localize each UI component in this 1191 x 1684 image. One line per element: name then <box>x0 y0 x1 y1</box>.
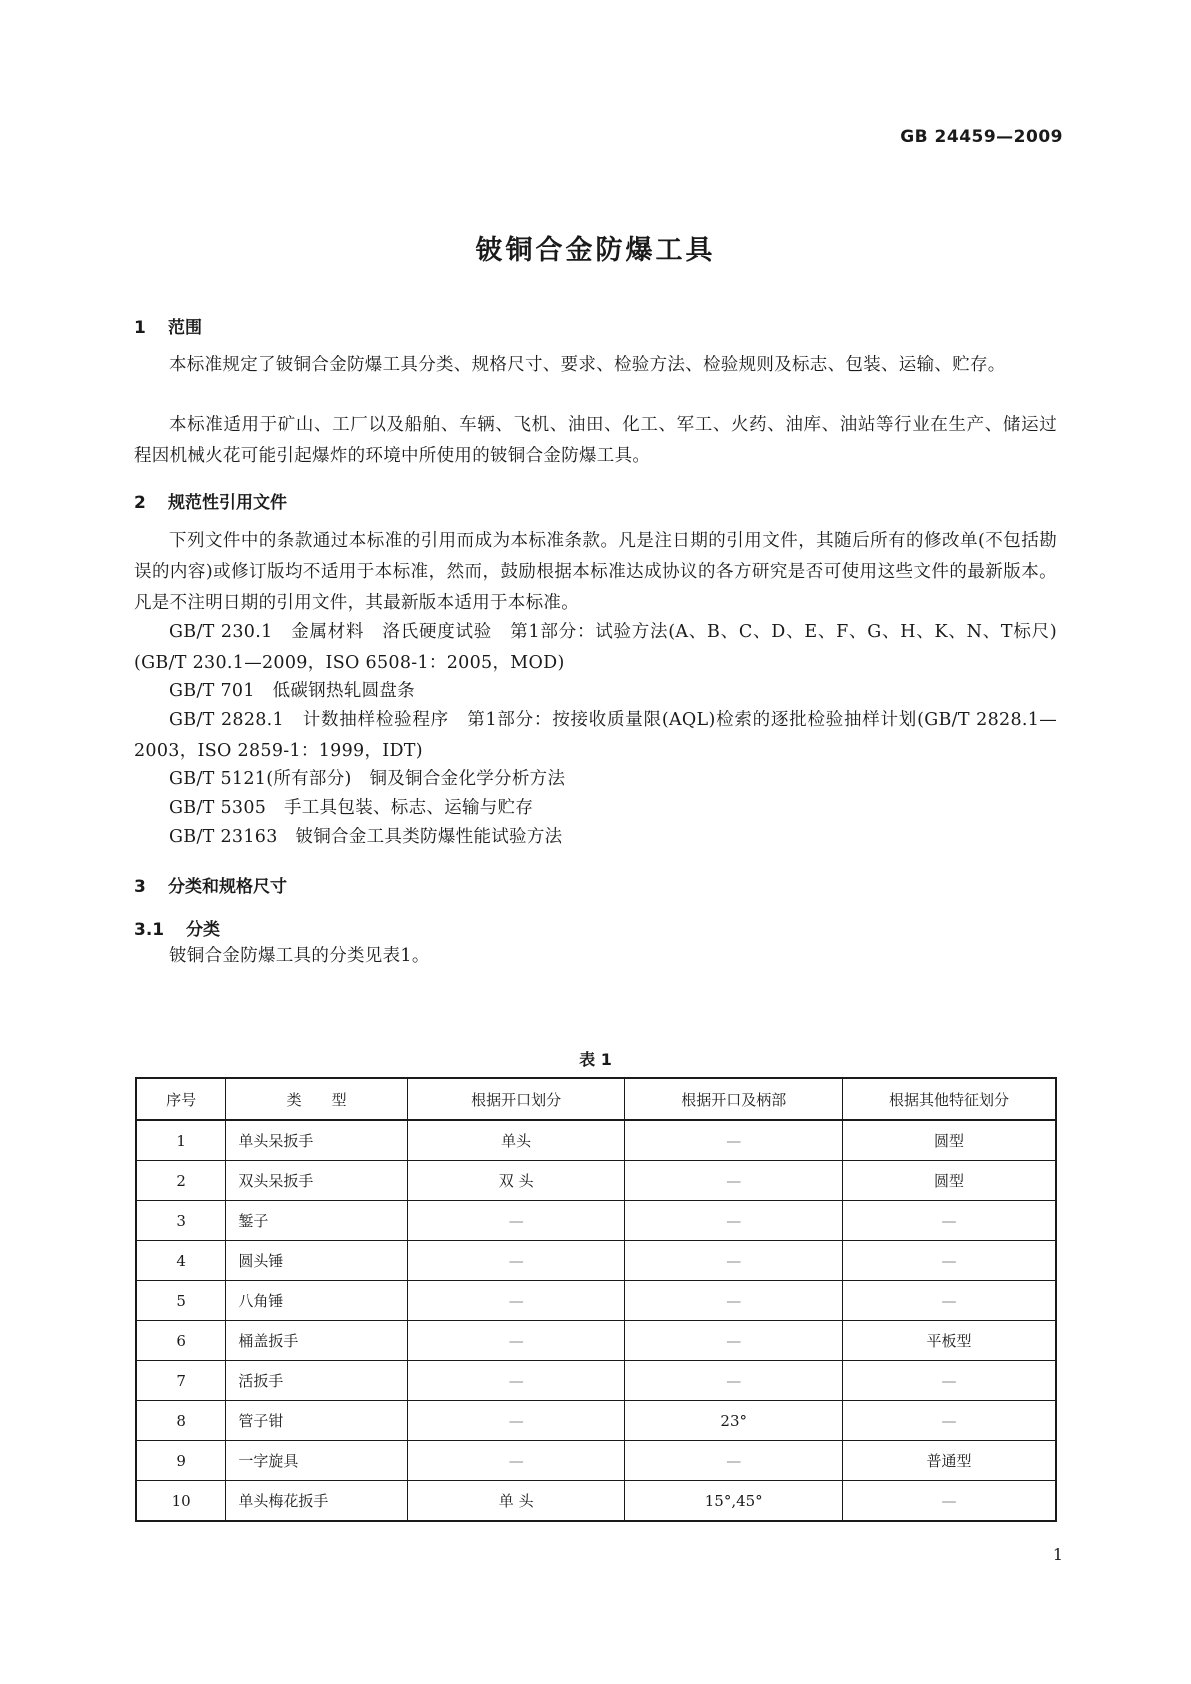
by-opening-cell: — <box>407 1401 624 1441</box>
row-number-cell: 5 <box>136 1281 226 1321</box>
row-number-cell: 10 <box>136 1481 226 1522</box>
by-opening-cell: — <box>407 1441 624 1481</box>
section-3-1-title: 分类 <box>186 920 220 940</box>
table-row <box>136 1120 1056 1161</box>
reference-item: GB/T 230.1 金属材料 洛氏硬度试验 第1部分：试验方法(A、B、C、D、E、F、G、H、K、N、T标尺)(GB/T 230.1—2009，ISO 6508-1：2005，MOD) <box>134 622 1057 673</box>
by-opening-and-handle-cell: — <box>625 1361 843 1401</box>
by-opening-cell: 单头 <box>407 1120 624 1161</box>
by-opening-and-handle-cell: — <box>625 1441 843 1481</box>
row-number-cell: 4 <box>136 1241 226 1281</box>
by-opening-and-handle-cell: 15°,45° <box>625 1481 843 1522</box>
by-other-features-cell: — <box>843 1481 1057 1522</box>
section-2-heading <box>134 488 287 513</box>
header-cell-number: 序号 <box>136 1078 226 1120</box>
classification-table <box>135 1077 1057 1522</box>
table-row <box>136 1241 1056 1281</box>
by-other-features-cell: — <box>843 1201 1057 1241</box>
section-3-number: 3 <box>134 877 146 897</box>
row-number-cell: 9 <box>136 1441 226 1481</box>
section-2-number: 2 <box>134 493 146 513</box>
section-3-1-heading <box>134 915 220 940</box>
type-cell: 桶盖扳手 <box>226 1321 408 1361</box>
type-cell: 圆头锤 <box>226 1241 408 1281</box>
by-other-features-cell: 圆型 <box>843 1161 1057 1201</box>
row-number-cell: 2 <box>136 1161 226 1201</box>
type-cell: 单头梅花扳手 <box>226 1481 408 1522</box>
by-other-features-cell: 普通型 <box>843 1441 1057 1481</box>
section-1-number: 1 <box>134 318 146 338</box>
by-other-features-cell: — <box>843 1241 1057 1281</box>
section-3-1-text: 铍铜合金防爆工具的分类见表1。 <box>169 946 430 966</box>
header-cell-by-opening: 根据开口划分 <box>407 1078 624 1120</box>
table-row <box>136 1361 1056 1401</box>
by-opening-and-handle-cell: 23° <box>625 1401 843 1441</box>
type-cell: 錾子 <box>226 1201 408 1241</box>
row-number-cell: 1 <box>136 1120 226 1161</box>
page-number: 1 <box>1052 1545 1063 1564</box>
row-number-cell: 3 <box>136 1201 226 1241</box>
type-cell: 单头呆扳手 <box>226 1120 408 1161</box>
section-1-paragraph-1: 本标准规定了铍铜合金防爆工具分类、规格尺寸、要求、检验方法、检验规则及标志、包装、运输、贮存。 <box>169 355 1006 375</box>
reference-item: GB/T 23163 铍铜合金工具类防爆性能试验方法 <box>169 827 563 847</box>
section-2-title: 规范性引用文件 <box>168 493 287 513</box>
by-opening-and-handle-cell: — <box>625 1241 843 1281</box>
by-opening-and-handle-cell: — <box>625 1281 843 1321</box>
by-opening-cell: — <box>407 1281 624 1321</box>
by-opening-cell: — <box>407 1201 624 1241</box>
document-title: 铍铜合金防爆工具 <box>475 235 716 266</box>
type-cell: 活扳手 <box>226 1361 408 1401</box>
reference-item: GB/T 5305 手工具包装、标志、运输与贮存 <box>169 798 534 818</box>
table-row <box>136 1321 1056 1361</box>
reference-item: GB/T 5121(所有部分) 铜及铜合金化学分析方法 <box>169 769 566 789</box>
section-1-paragraph-2: 本标准适用于矿山、工厂以及船舶、车辆、飞机、油田、化工、军工、火药、油库、油站等行业在生产、储运过程因机械火花可能引起爆炸的环境中所使用的铍铜合金防爆工具。 <box>134 415 1057 466</box>
section-1-heading <box>134 313 202 338</box>
by-other-features-cell: 圆型 <box>843 1120 1057 1161</box>
type-cell: 一字旋具 <box>226 1441 408 1481</box>
section-2-paragraph-1: 下列文件中的条款通过本标准的引用而成为本标准条款。凡是注日期的引用文件，其随后所有的修改单(不包括勘误的内容)或修订版均不适用于本标准，然而，鼓励根据本标准达成协议的各方研究是否可使用这些文件的最新版本。凡是不注明日期的引用文件，其最新版本适用于本标准。 <box>134 531 1057 613</box>
by-other-features-cell: — <box>843 1281 1057 1321</box>
type-cell: 八角锤 <box>226 1281 408 1321</box>
by-opening-and-handle-cell: — <box>625 1161 843 1201</box>
row-number-cell: 8 <box>136 1401 226 1441</box>
standard-code: GB 24459—2009 <box>900 127 1063 147</box>
by-other-features-cell: — <box>843 1401 1057 1441</box>
by-opening-cell: — <box>407 1361 624 1401</box>
reference-item: GB/T 2828.1 计数抽样检验程序 第1部分：按接收质量限(AQL)检索的逐批检验抽样计划(GB/T 2828.1—2003，ISO 2859-1：1999，IDT) <box>134 710 1057 761</box>
by-opening-and-handle-cell: — <box>625 1120 843 1161</box>
by-opening-and-handle-cell: — <box>625 1201 843 1241</box>
by-opening-cell: 单 头 <box>407 1481 624 1522</box>
section-3-title: 分类和规格尺寸 <box>168 877 287 897</box>
table-row <box>136 1281 1056 1321</box>
row-number-cell: 6 <box>136 1321 226 1361</box>
reference-item: GB/T 701 低碳钢热轧圆盘条 <box>169 681 415 701</box>
header-cell-type: 类 型 <box>226 1078 408 1120</box>
row-number-cell: 7 <box>136 1361 226 1401</box>
section-1-title: 范围 <box>168 318 202 338</box>
table-1-caption: 表 1 <box>579 1050 612 1069</box>
by-opening-and-handle-cell: — <box>625 1321 843 1361</box>
header-cell-by-other-features: 根据其他特征划分 <box>843 1078 1057 1120</box>
table-row <box>136 1401 1056 1441</box>
table-row <box>136 1161 1056 1201</box>
type-cell: 双头呆扳手 <box>226 1161 408 1201</box>
section-3-heading <box>134 872 287 897</box>
type-cell: 管子钳 <box>226 1401 408 1441</box>
section-3-1-number: 3.1 <box>134 920 165 940</box>
table-row <box>136 1481 1056 1522</box>
table-row <box>136 1441 1056 1481</box>
by-other-features-cell: — <box>843 1361 1057 1401</box>
by-opening-cell: — <box>407 1241 624 1281</box>
by-other-features-cell: 平板型 <box>843 1321 1057 1361</box>
by-opening-cell: — <box>407 1321 624 1361</box>
table-header-row <box>136 1078 1056 1120</box>
by-opening-cell: 双 头 <box>407 1161 624 1201</box>
header-cell-by-opening-and-handle: 根据开口及柄部 <box>625 1078 843 1120</box>
table-row <box>136 1201 1056 1241</box>
